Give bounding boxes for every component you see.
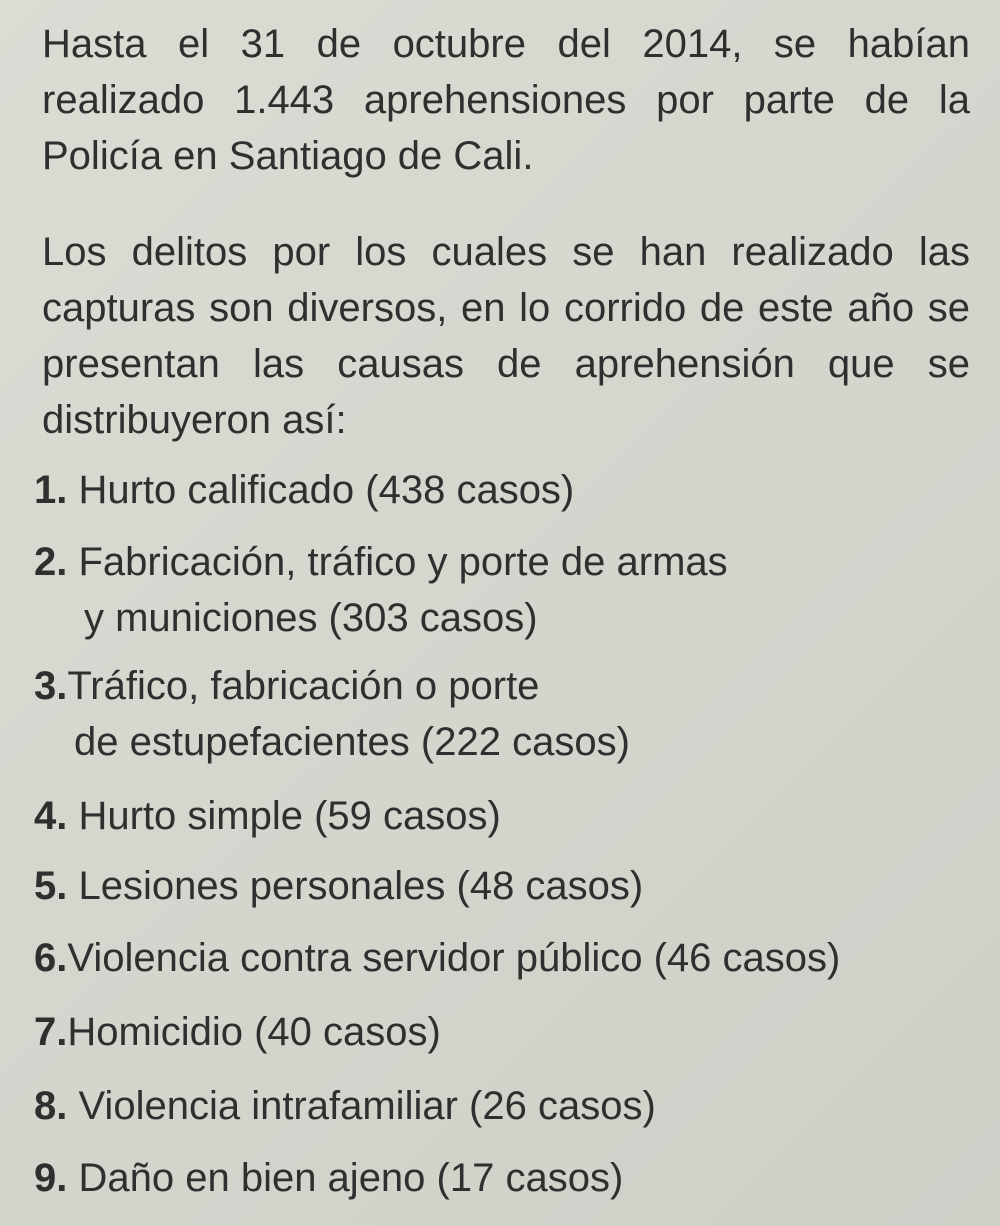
list-item <box>34 930 840 986</box>
item-text: Lesiones personales (48 casos) <box>67 864 644 908</box>
item-number: 7. <box>34 1010 68 1054</box>
item-number: 5. <box>34 864 68 908</box>
item-number: 8. <box>34 1084 68 1128</box>
item-text-continuation: y municiones (303 casos) <box>84 596 538 640</box>
item-number: 2. <box>34 540 68 584</box>
list-item <box>34 788 501 844</box>
intro-paragraph-1: Hasta el 31 de octubre del 2014, se habían realizado 1.443 aprehensiones por parte de la Policía en Santiago de Cali. <box>42 22 970 178</box>
list-item <box>34 658 630 770</box>
item-number: 3. <box>34 664 68 708</box>
item-number: 4. <box>34 794 68 838</box>
list-item <box>34 1078 656 1134</box>
list-item <box>34 858 643 914</box>
item-text: Violencia contra servidor público (46 casos) <box>67 936 841 980</box>
item-text: Hurto simple (59 casos) <box>67 794 501 838</box>
list-item <box>34 1004 441 1060</box>
item-text: Tráfico, fabricación o porte <box>67 664 540 708</box>
item-number: 6. <box>34 936 68 980</box>
list-item <box>34 1150 623 1206</box>
intro-paragraph-2: Los delitos por los cuales se han realizado las capturas son diversos, en lo corrido de este año se presentan las causas de aprehensión que se distribuyeron así: <box>42 230 970 442</box>
item-text: Daño en bien ajeno (17 casos) <box>67 1156 624 1200</box>
item-text: Fabricación, tráfico y porte de armas <box>67 540 728 584</box>
item-text: Hurto calificado (438 casos) <box>67 468 575 512</box>
item-number: 9. <box>34 1156 68 1200</box>
item-number: 1. <box>34 468 68 512</box>
list-item <box>34 534 728 646</box>
item-text-continuation: de estupefacientes (222 casos) <box>74 720 630 764</box>
item-text: Homicidio (40 casos) <box>67 1010 441 1054</box>
item-text: Violencia intrafamiliar (26 casos) <box>67 1084 656 1128</box>
list-item <box>34 462 574 518</box>
